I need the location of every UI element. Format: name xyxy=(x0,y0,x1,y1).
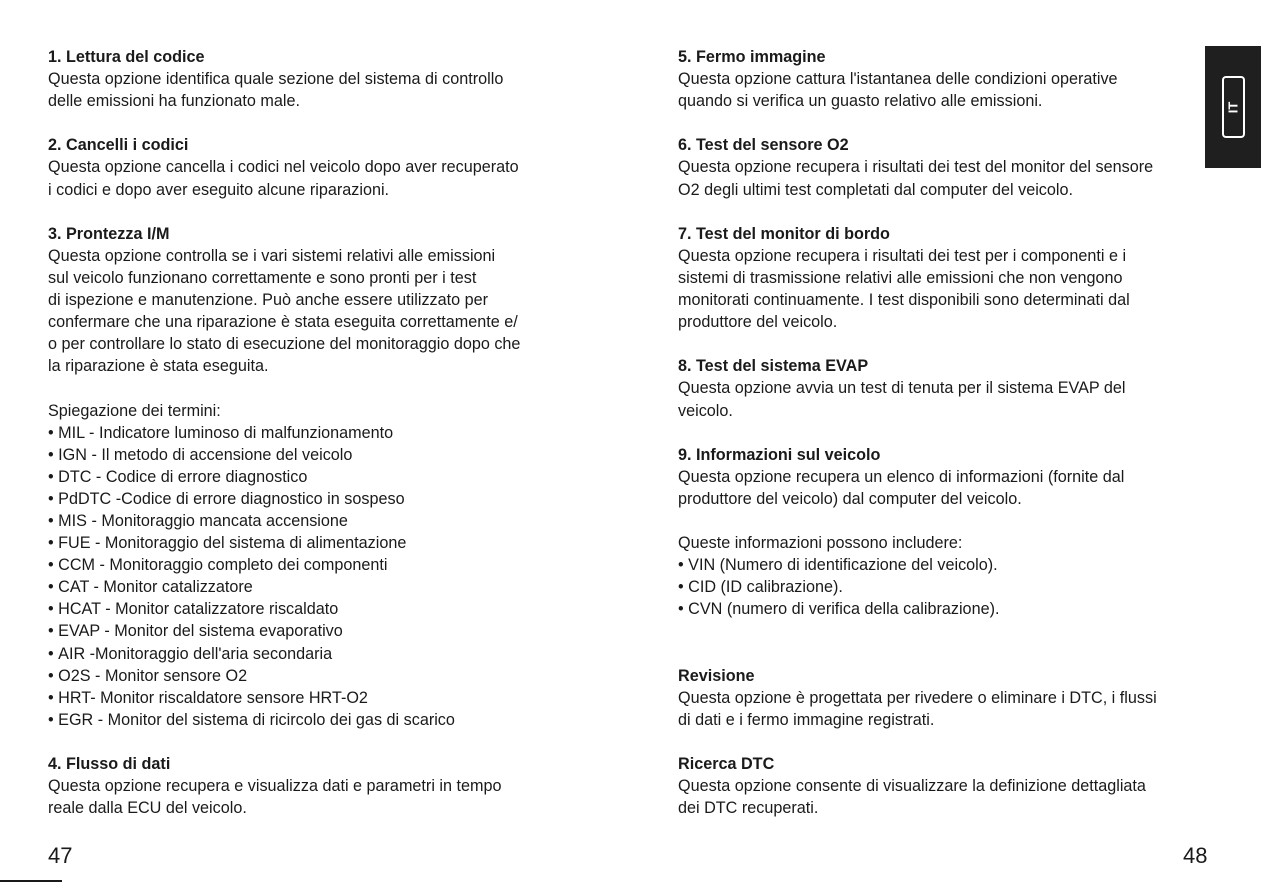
section-line: produttore del veicolo) dal computer del veicolo. xyxy=(678,489,1022,508)
section-title: Ricerca DTC xyxy=(678,755,775,773)
section-line: Questa opzione cattura l'istantanea delle condizioni operative xyxy=(678,70,1118,89)
section-line: Questa opzione avvia un test di tenuta per il sistema EVAP del xyxy=(678,379,1126,398)
section-code-reading xyxy=(48,46,593,112)
section-line: Questa opzione è progettata per rivedere o eliminare i DTC, i flussi xyxy=(678,688,1157,707)
language-tab xyxy=(1205,46,1261,168)
list-item: • DTC - Codice di errore diagnostico xyxy=(48,466,593,488)
right-page-column xyxy=(678,46,1218,841)
section-line: produttore del veicolo. xyxy=(678,313,838,332)
section-vehicle-info xyxy=(678,444,1218,510)
list-item: • MIL - Indicatore luminoso di malfunzionamento xyxy=(48,422,593,444)
section-line: O2 degli ultimi test completati dal computer del veicolo. xyxy=(678,180,1073,199)
info-list xyxy=(678,554,1218,620)
section-line: Questa opzione controlla se i vari sistemi relativi alle emissioni xyxy=(48,246,496,265)
list-item: • HRT- Monitor riscaldatore sensore HRT-O2 xyxy=(48,687,593,709)
section-spacer xyxy=(678,643,1218,665)
section-line: Questa opzione recupera i risultati dei test per i componenti e i xyxy=(678,246,1127,265)
section-line: la riparazione è stata eseguita. xyxy=(48,357,269,376)
section-line: reale dalla ECU del veicolo. xyxy=(48,799,247,818)
section-title: 2. Cancelli i codici xyxy=(48,136,189,155)
section-line: i codici e dopo aver eseguito alcune riparazioni. xyxy=(48,180,390,199)
list-item: • CCM - Monitoraggio completo dei componenti xyxy=(48,554,593,576)
list-item: • EGR - Monitor del sistema di ricircolo dei gas di scarico xyxy=(48,709,593,731)
section-line: sistemi di trasmissione relativi alle emissioni che non vengono xyxy=(678,268,1123,287)
section-dtc-lookup xyxy=(678,753,1218,819)
section-title: 1. Lettura del codice xyxy=(48,48,205,66)
section-line: veicolo. xyxy=(678,401,733,420)
section-line: Questa opzione recupera un elenco di informazioni (fornite dal xyxy=(678,467,1125,486)
list-item: • CVN (numero di verifica della calibrazione). xyxy=(678,598,1218,620)
list-item: • O2S - Monitor sensore O2 xyxy=(48,665,593,687)
section-line: Questa opzione recupera e visualizza dati e parametri in tempo xyxy=(48,777,502,796)
terms-glossary xyxy=(48,400,593,731)
section-title: 6. Test del sensore O2 xyxy=(678,136,849,155)
list-item: • VIN (Numero di identificazione del veicolo). xyxy=(678,554,1218,576)
section-title: 9. Informazioni sul veicolo xyxy=(678,445,881,464)
section-evap-test xyxy=(678,355,1218,421)
section-line: di ispezione e manutenzione. Può anche essere utilizzato per xyxy=(48,291,489,310)
info-heading: Queste informazioni possono includere: xyxy=(678,534,963,553)
vehicle-info-list xyxy=(678,532,1218,620)
section-clear-codes xyxy=(48,134,593,200)
list-item: • MIS - Monitoraggio mancata accensione xyxy=(48,510,593,532)
section-title: 7. Test del monitor di bordo xyxy=(678,224,890,243)
language-tab-frame xyxy=(1222,76,1245,138)
section-line: monitorati continuamente. I test disponibili sono determinati dal xyxy=(678,291,1130,310)
section-line: confermare che una riparazione è stata eseguita correttamente e/ xyxy=(48,313,518,332)
left-page-column xyxy=(48,46,593,841)
section-title: Revisione xyxy=(678,666,755,685)
section-line: Questa opzione recupera i risultati dei test del monitor del sensore xyxy=(678,158,1154,177)
bottom-rule xyxy=(0,880,62,882)
list-item: • AIR -Monitoraggio dell'aria secondaria xyxy=(48,643,593,665)
terms-heading: Spiegazione dei termini: xyxy=(48,401,221,420)
list-item: • IGN - Il metodo di accensione del veicolo xyxy=(48,444,593,466)
section-line: dei DTC recuperati. xyxy=(678,799,819,818)
section-line: Questa opzione cancella i codici nel veicolo dopo aver recuperato xyxy=(48,158,519,177)
section-line: di dati e i fermo immagine registrati. xyxy=(678,710,935,729)
list-item: • CAT - Monitor catalizzatore xyxy=(48,576,593,598)
section-im-readiness xyxy=(48,223,593,378)
list-item: • PdDTC -Codice di errore diagnostico in sospeso xyxy=(48,488,593,510)
section-line: delle emissioni ha funzionato male. xyxy=(48,92,300,111)
section-line: quando si verifica un guasto relativo alle emissioni. xyxy=(678,92,1043,111)
section-title: 4. Flusso di dati xyxy=(48,755,171,773)
section-review xyxy=(678,665,1218,731)
section-data-stream xyxy=(48,753,593,819)
section-o2-sensor-test xyxy=(678,134,1218,200)
section-onboard-monitor-test xyxy=(678,223,1218,333)
list-item: • HCAT - Monitor catalizzatore riscaldato xyxy=(48,598,593,620)
section-title: 5. Fermo immagine xyxy=(678,48,826,66)
section-freeze-frame xyxy=(678,46,1218,112)
section-line: o per controllare lo stato di esecuzione del monitoraggio dopo che xyxy=(48,335,521,354)
list-item: • FUE - Monitoraggio del sistema di alimentazione xyxy=(48,532,593,554)
section-line: Questa opzione consente di visualizzare la definizione dettagliata xyxy=(678,777,1146,796)
list-item: • EVAP - Monitor del sistema evaporativo xyxy=(48,620,593,642)
terms-list xyxy=(48,422,593,731)
section-line: sul veicolo funzionano correttamente e sono pronti per i test xyxy=(48,268,477,287)
section-title: 3. Prontezza I/M xyxy=(48,224,170,243)
page-number-left: 47 xyxy=(48,843,73,868)
page-number-right: 48 xyxy=(1183,843,1208,868)
list-item: • CID (ID calibrazione). xyxy=(678,576,1218,598)
section-title: 8. Test del sistema EVAP xyxy=(678,357,869,376)
language-label: IT xyxy=(1225,101,1241,113)
section-line: Questa opzione identifica quale sezione del sistema di controllo xyxy=(48,70,504,89)
